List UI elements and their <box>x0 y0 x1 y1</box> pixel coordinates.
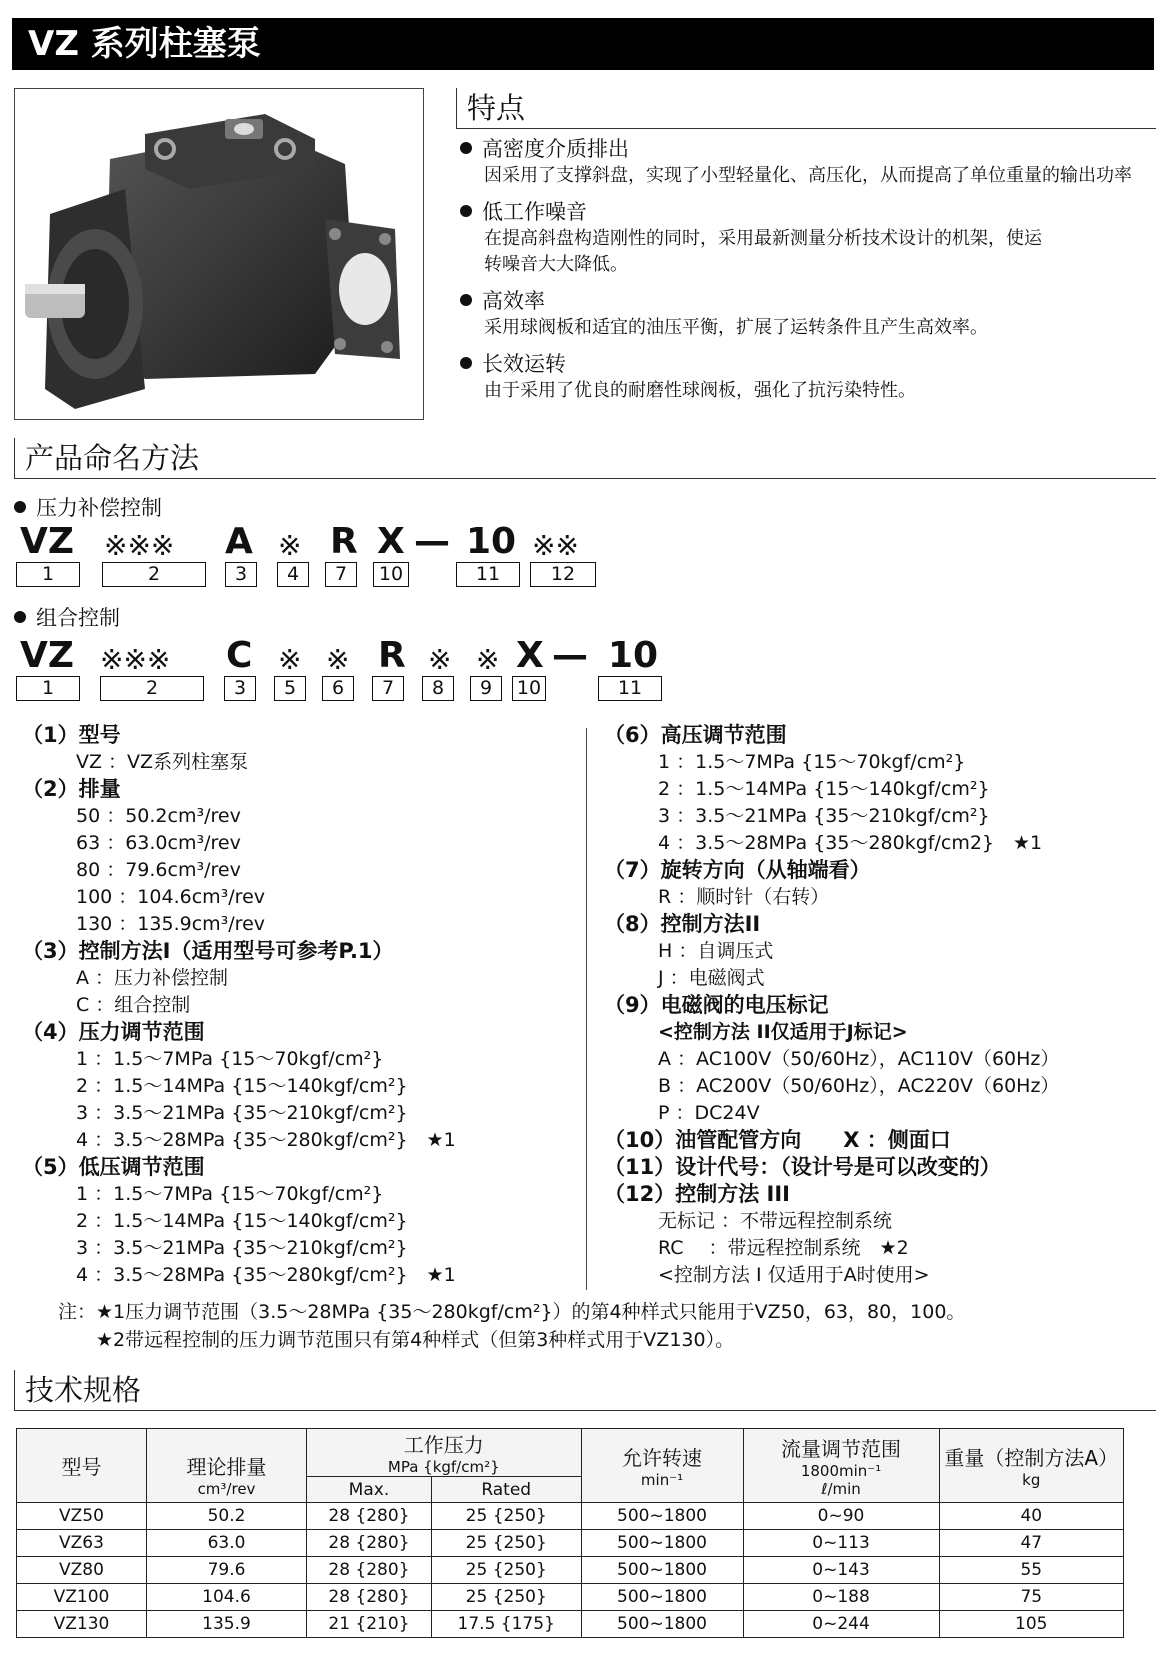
code-position-box: 10 <box>512 676 546 701</box>
code-token: C <box>226 635 253 676</box>
item-option: C ：组合控制 <box>76 994 191 1016</box>
item-option: 4 ：3.5～28MPa {35～280kgf/cm²} ★1 <box>76 1129 456 1151</box>
item-heading: （8）控制方法II <box>604 912 761 936</box>
item-option: 1 ：1.5～7MPa {15～70kgf/cm²} <box>76 1183 384 1205</box>
code-token: ※※※ <box>104 529 175 562</box>
col-header-displacement: 理论排量 cm³/rev <box>147 1429 307 1503</box>
code-token: — <box>552 635 588 676</box>
item-heading: （3）控制方法I（适用型号可参考P.1） <box>22 939 394 963</box>
code-token: — <box>414 521 450 562</box>
item-option: P ：DC24V <box>658 1102 760 1124</box>
table-row: VZ50 50.2 28 {280} 25 {250} 500~1800 0~90 40 <box>17 1503 1124 1530</box>
naming-heading: 产品命名方法 <box>14 438 1156 479</box>
item-option: R ：顺时针（右转） <box>658 886 830 908</box>
spec-table <box>16 1428 1124 1638</box>
code-token: X <box>377 521 405 562</box>
code-token: 10 <box>608 635 659 676</box>
item-heading: （9）电磁阀的电压标记 <box>604 993 829 1017</box>
code-position-box: 1 <box>16 676 80 701</box>
item-option: 50 ：50.2cm³/rev <box>76 805 241 827</box>
table-row: VZ63 63.0 28 {280} 25 {250} 500~1800 0~113 47 <box>17 1530 1124 1557</box>
item-option: A ：压力补偿控制 <box>76 967 229 989</box>
item-option: B ：AC200V（50/60Hz），AC220V（60Hz） <box>658 1075 1060 1097</box>
item-option: A ：AC100V（50/60Hz），AC110V（60Hz） <box>658 1048 1060 1070</box>
bullet-icon <box>14 611 26 623</box>
table-row: VZ100 104.6 28 {280} 25 {250} 500~1800 0~188 75 <box>17 1584 1124 1611</box>
bullet-icon <box>460 294 472 306</box>
features-heading: 特点 <box>456 88 1156 129</box>
item-option: H ：自调压式 <box>658 940 774 962</box>
bullet-icon <box>14 501 26 513</box>
item-heading: （4）压力调节范围 <box>22 1020 205 1044</box>
item-option: 1 ：1.5～7MPa {15～70kgf/cm²} <box>658 751 966 773</box>
item-option: VZ ：VZ系列柱塞泵 <box>76 751 249 773</box>
code-token: ※ <box>428 643 452 676</box>
item-option: 2 ：1.5～14MPa {15～140kgf/cm²} <box>76 1075 408 1097</box>
item-heading: （2）排量 <box>22 777 121 801</box>
table-row: VZ80 79.6 28 {280} 25 {250} 500~1800 0~143 55 <box>17 1557 1124 1584</box>
pressure-comp-label: 压力补偿控制 <box>14 492 162 522</box>
code-position-box: 11 <box>598 676 662 701</box>
col-header-max: Max. <box>307 1477 432 1503</box>
column-divider <box>586 728 587 1290</box>
piston-pump-image <box>15 89 423 419</box>
code-token: ※ <box>326 643 350 676</box>
code-position-box: 9 <box>470 676 502 701</box>
code-position-box: 7 <box>325 562 357 587</box>
col-header-pressure: 工作压力 MPa {kgf/cm²} <box>307 1429 582 1477</box>
code-position-box: 2 <box>100 676 204 701</box>
code-token: A <box>225 521 253 562</box>
code-token: VZ <box>20 635 74 676</box>
item-option: J ：电磁阀式 <box>658 967 765 989</box>
item-heading: （1）型号 <box>22 723 121 747</box>
code-token: R <box>330 521 358 562</box>
item-heading: （7）旋转方向（从轴端看） <box>604 858 871 882</box>
naming-left-column <box>22 722 582 1289</box>
code-position-box: 7 <box>372 676 404 701</box>
item-heading: （6）高压调节范围 <box>604 723 787 747</box>
bullet-icon <box>460 142 472 154</box>
item-option: 3 ：3.5～21MPa {35～210kgf/cm²} <box>76 1102 408 1124</box>
item-option: 无标记 ：不带远程控制系统 <box>658 1210 893 1232</box>
code-position-box: 11 <box>456 562 520 587</box>
code-token: ※ <box>476 643 500 676</box>
code-token: 10 <box>466 521 517 562</box>
item-heading: （11）设计代号：（设计号是可以改变的） <box>604 1155 1001 1179</box>
code-position-box: 3 <box>224 676 256 701</box>
item-heading: （10）油管配管方向 X ：侧面口 <box>604 1128 951 1152</box>
feature-item: 低工作噪音 在提高斜盘构造刚性的同时，采用最新测量分析技术设计的机架，使运 转噪音大大降低。 <box>460 199 1160 278</box>
item-option: 2 ：1.5～14MPa {15～140kgf/cm²} <box>658 778 990 800</box>
feature-item: 高效率 采用球阀板和适宜的油压平衡，扩展了运转条件且产生高效率。 <box>460 288 1160 341</box>
item-option: <控制方法 II仅适用于J标记> <box>658 1021 908 1043</box>
bullet-icon <box>460 205 472 217</box>
footnote: 注：★1压力调节范围（3.5～28MPa {35～280kgf/cm²}）的第4种样式只能用于VZ50，63，80，100。 <box>58 1301 966 1323</box>
code-token: R <box>378 635 406 676</box>
feature-item: 高密度介质排出 因采用了支撑斜盘，实现了小型轻量化、高压化，从而提高了单位重量的输出功率 <box>460 136 1160 189</box>
item-heading: （12）控制方法 III <box>604 1182 790 1206</box>
item-option: 4 ：3.5～28MPa {35～280kgf/cm2} ★1 <box>658 832 1043 854</box>
col-header-rated: Rated <box>431 1477 581 1503</box>
item-option: 3 ：3.5～21MPa {35～210kgf/cm²} <box>76 1237 408 1259</box>
naming-right-column <box>604 722 1160 1289</box>
table-row: VZ130 135.9 21 {210} 17.5 {175} 500~1800 0~244 105 <box>17 1611 1124 1638</box>
col-header-model: 型号 <box>17 1429 147 1503</box>
specs-heading: 技术规格 <box>14 1370 1156 1411</box>
code-token: ※※※ <box>100 643 171 676</box>
code-position-box: 10 <box>373 562 409 587</box>
code-position-box: 5 <box>274 676 306 701</box>
item-option: 1 ：1.5～7MPa {15～70kgf/cm²} <box>76 1048 384 1070</box>
col-header-speed: 允许转速 min⁻¹ <box>581 1429 743 1503</box>
item-option: 4 ：3.5～28MPa {35～280kgf/cm²} ★1 <box>76 1264 456 1286</box>
item-option: 100 ：104.6cm³/rev <box>76 886 265 908</box>
code-token: ※※ <box>532 529 579 562</box>
code-token: X <box>516 635 544 676</box>
feature-item: 长效运转 由于采用了优良的耐磨性球阀板，强化了抗污染特性。 <box>460 351 1160 404</box>
page-title: VZ 系列柱塞泵 <box>12 18 1154 70</box>
col-header-weight: 重量（控制方法A） kg <box>939 1429 1123 1503</box>
code-token: ※ <box>278 643 302 676</box>
pump-photo <box>14 88 424 420</box>
footnote: ★2带远程控制的压力调节范围只有第4种样式（但第3种样式用于VZ130）。 <box>58 1329 735 1351</box>
code-position-box: 4 <box>277 562 309 587</box>
code-token: VZ <box>20 521 74 562</box>
item-option: <控制方法 I 仅适用于A时使用> <box>658 1264 930 1286</box>
item-heading: （5）低压调节范围 <box>22 1155 205 1179</box>
bullet-icon <box>460 357 472 369</box>
item-option: 3 ：3.5～21MPa {35～210kgf/cm²} <box>658 805 990 827</box>
item-option: 2 ：1.5～14MPa {15～140kgf/cm²} <box>76 1210 408 1232</box>
code-position-box: 12 <box>530 562 596 587</box>
item-option: 130 ：135.9cm³/rev <box>76 913 265 935</box>
features-list <box>460 136 1160 414</box>
code-position-box: 1 <box>16 562 80 587</box>
code-position-box: 8 <box>422 676 454 701</box>
item-option: 63 ：63.0cm³/rev <box>76 832 241 854</box>
col-header-flow: 流量调节范围 1800min⁻¹ ℓ/min <box>743 1429 939 1503</box>
code-token: ※ <box>278 529 302 562</box>
code-position-box: 6 <box>322 676 354 701</box>
item-option: 80 ：79.6cm³/rev <box>76 859 241 881</box>
combined-control-label: 组合控制 <box>14 602 120 632</box>
item-option: RC ：带远程控制系统 ★2 <box>658 1237 909 1259</box>
code-position-box: 2 <box>102 562 206 587</box>
code-position-box: 3 <box>225 562 257 587</box>
